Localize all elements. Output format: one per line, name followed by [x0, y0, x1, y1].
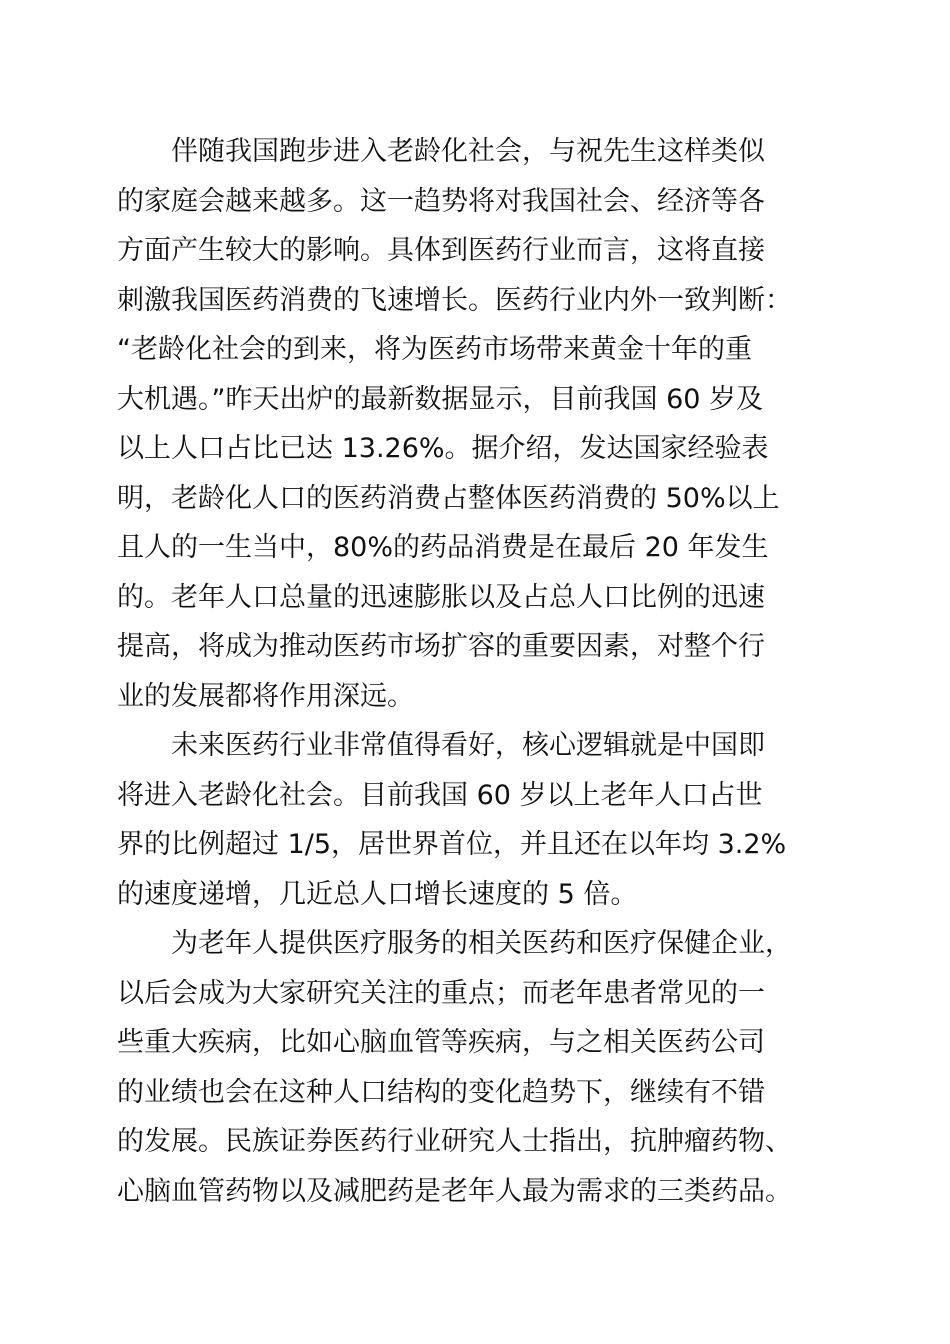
text-line: 且人的一生当中，80%的药品消费是在最后 20 年发生 — [117, 532, 769, 563]
text-line: 大机遇。”昨天出炉的最新数据显示，目前我国 60 岁及 — [117, 383, 764, 415]
text-line: 方面产生较大的影响。具体到医药行业而言，这将直接 — [117, 235, 765, 266]
text-line: 界的比例超过 1/5，居世界首位，并且还在以年均 3.2% — [117, 829, 787, 860]
text-line: 些重大疾病，比如心脑血管等疾病，与之相关医药公司 — [117, 1027, 765, 1058]
text-line: 未来医药行业非常值得看好，核心逻辑就是中国即 — [171, 730, 765, 761]
text-line: 的发展。民族证券医药行业研究人士指出，抗肿瘤药物、 — [117, 1126, 792, 1157]
paragraph-2 — [117, 721, 817, 919]
text-line: 将进入老龄化社会。目前我国 60 岁以上老年人口占世 — [117, 779, 763, 811]
document-body — [117, 127, 817, 1216]
text-line: 刺激我国医药消费的飞速增长。医药行业内外一致判断： — [117, 284, 792, 316]
text-line: 的。老年人口总量的迅速膨胀以及占总人口比例的迅速 — [117, 581, 765, 613]
text-line: 以后会成为大家研究关注的重点；而老年患者常见的一 — [117, 977, 765, 1009]
text-line: 的速度递增，几近总人口增长速度的 5 倍。 — [117, 878, 638, 910]
text-line: “老龄化社会的到来，将为医药市场带来黄金十年的重 — [117, 334, 752, 365]
text-line: 明，老龄化人口的医药消费占整体医药消费的 50%以上 — [117, 482, 780, 514]
text-line: 的业绩也会在这种人口结构的变化趋势下，继续有不错 — [117, 1076, 765, 1108]
text-line: 的家庭会越来越多。这一趋势将对我国社会、经济等各 — [117, 185, 765, 217]
text-line: 业的发展都将作用深远。 — [117, 680, 414, 712]
text-line: 为老年人提供医疗服务的相关医药和医疗保健企业， — [171, 928, 792, 959]
text-line: 伴随我国跑步进入老龄化社会，与祝先生这样类似 — [171, 136, 765, 167]
paragraph-1 — [117, 127, 817, 721]
text-line: 以上人口占比已达 13.26%。据介绍，发达国家经验表 — [117, 433, 769, 464]
text-line: 提高，将成为推动医药市场扩容的重要因素，对整个行 — [117, 631, 765, 662]
paragraph-3 — [117, 919, 817, 1216]
text-line: 心脑血管药物以及减肥药是老年人最为需求的三类药品。 — [117, 1175, 792, 1207]
